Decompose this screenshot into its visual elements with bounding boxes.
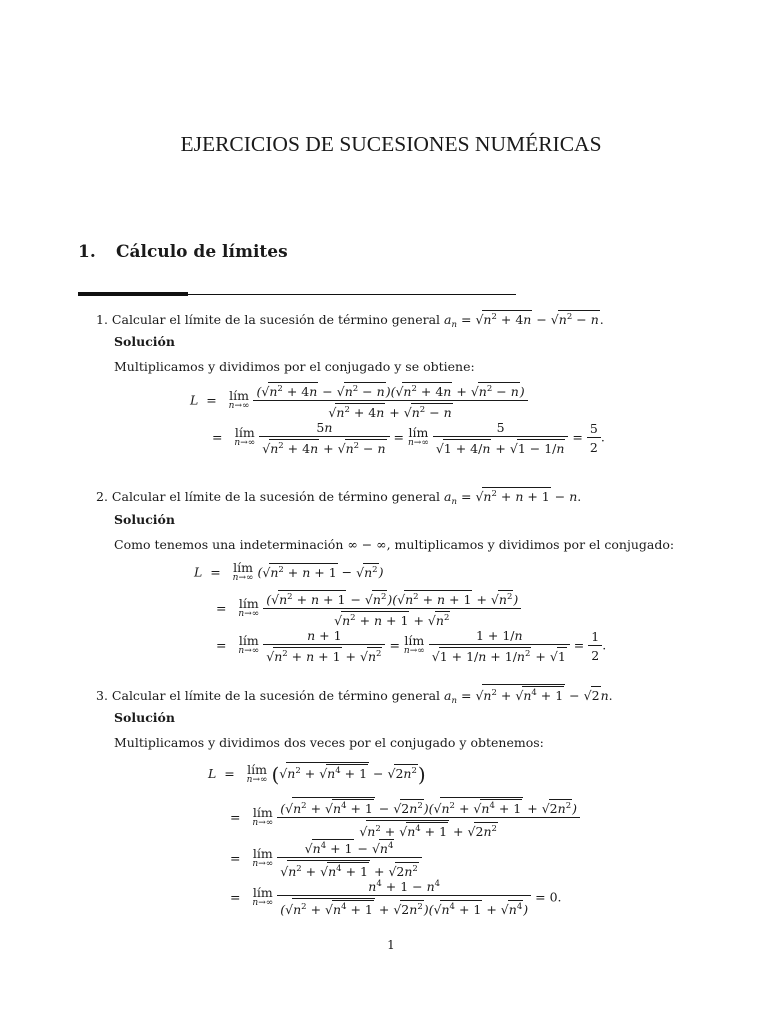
exercise-1-term: $a_n = √n^2 + 4n - √n^2 - n$. (444, 312, 604, 330)
exercise-2-equation-line-1: L = lím n→∞ $(√n^2 + n + 1 - √n^2)$ (194, 560, 384, 583)
exercise-1-equation-line-2: = lím n→∞ $\frac{5n}{√n^2 + 4n + √n^2 - n}$ = lím n→∞ $\frac{5}{√1 + 4/n + √1 - 1/n}$ = $\frac{5}{2}$ . (212, 420, 605, 456)
exercise-3-intro: Multiplicamos y dividimos dos veces por el conjugado y obtenemos: (114, 735, 544, 750)
exercise-2-statement (96, 487, 582, 507)
exercise-3-equation-line-4: = lím n→∞ $\frac{n^4 + 1 - n^4}{(√n^2 + √n^4 + 1 + √2n^2)(√n^4 + 1 + √n^4)}$ = 0. (230, 879, 562, 917)
exercise-3-statement (96, 684, 613, 706)
exercise-1-text: Calcular el límite de la sucesión de término general (111, 312, 441, 327)
solution-label: Solución (114, 334, 175, 349)
exercise-3-equation-line-2: = lím n→∞ $\frac{(√n^2 + √n^4 + 1 - √2n^2)(√n^2 + √n^4 + 1 + √2n^2)}{√n^2 + √n^4 + 1 + √2n^2}$ (230, 797, 580, 839)
section-title: Cálculo de límites (116, 242, 288, 262)
exercise-1-statement (96, 310, 604, 330)
exercise-3-equation-line-3: = lím n→∞ $\frac{√n^4 + 1 - √n^4}{√n^2 + √n^4 + 1 + √2n^2}$ (230, 839, 422, 879)
exercise-3-text: Calcular el límite de la sucesión de término general (111, 688, 441, 703)
exercise-3-number: 3. (96, 688, 108, 703)
exercise-2-term: $a_n = √n^2 + n + 1 - n$. (444, 489, 582, 507)
exercise-2-equation-line-3: = lím n→∞ $\frac{n + 1}{√n^2 + n + 1 + √n^2}$ = lím n→∞ $\frac{1 + 1/n}{√1 + 1/n + 1/n^2 + √1}$ = $\frac{1}{2}$ . (216, 628, 607, 664)
page-title: EJERCICIOS DE SUCESIONES NUMÉRICAS (180, 132, 602, 156)
solution-label: Solución (114, 512, 175, 527)
page-number: 1 (387, 938, 395, 952)
section-heading (78, 242, 288, 262)
exercise-2-equation-line-2: = lím n→∞ $\frac{(√n^2 + n + 1 - √n^2)(√n^2 + n + 1 + √n^2)}{√n^2 + n + 1 + √n^2}$ (216, 590, 521, 628)
exercise-3-equation-line-1: L = lím n→∞ $(√n^2 + √n^4 + 1 - √2n^2)$ (208, 761, 426, 787)
section-rule-thin (188, 294, 516, 295)
exercise-1-number: 1. (96, 312, 108, 327)
exercise-2-text: Calcular el límite de la sucesión de término general (111, 489, 441, 504)
exercise-1-equation-line-1: L = lím n→∞ $\frac{(√n^2 + 4n - √n^2 - n)(√n^2 + 4n + √n^2 - n)}{√n^2 + 4n + √n^2 - n}$ (190, 382, 528, 420)
exercise-2-intro: Como tenemos una indeterminación ∞ − ∞, multiplicamos y dividimos por el conjugado: (114, 537, 675, 552)
exercise-3-term: $a_n = √n^2 + √n^4 + 1 - √2n$. (444, 688, 613, 703)
section-rule-thick (78, 292, 188, 296)
solution-label: Solución (114, 710, 175, 725)
exercise-2-number: 2. (96, 489, 108, 504)
exercise-1-intro: Multiplicamos y dividimos por el conjugado y se obtiene: (114, 359, 475, 374)
section-number: 1. (78, 242, 96, 262)
